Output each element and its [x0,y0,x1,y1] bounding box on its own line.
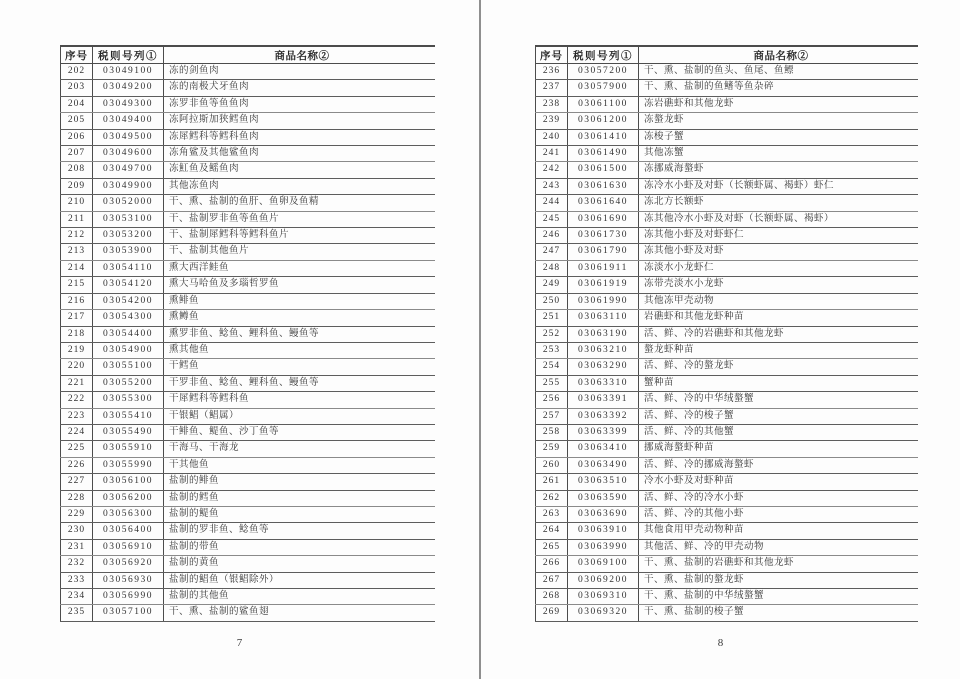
tariff-code-cell: 03056400 [93,523,164,539]
row-index-cell: 226 [61,457,93,473]
product-name-cell: 活、鲜、冷的挪威海螯虾 [639,457,919,473]
tariff-code-cell: 03055300 [93,392,164,408]
product-name-cell: 活、鲜、冷的其他小虾 [639,506,919,522]
row-index-cell: 215 [61,277,93,293]
product-name-cell: 盐制的鳕鱼 [164,490,436,506]
tariff-code-cell: 03057200 [568,64,639,80]
table-row [536,392,919,408]
table-row [61,113,436,129]
product-name-cell: 干鳕鱼 [164,359,436,375]
tariff-code-cell: 03049900 [93,178,164,194]
tariff-code-cell: 03061990 [568,293,639,309]
product-name-cell: 活、鲜、冷的螯龙虾 [639,359,919,375]
tariff-code-cell: 03049300 [93,96,164,112]
product-name-cell: 干、盐制其他鱼片 [164,244,436,260]
table-row [536,539,919,555]
table-row [536,260,919,276]
row-index-cell: 216 [61,293,93,309]
product-name-cell: 干银鲳（鲳属） [164,408,436,424]
row-index-cell: 217 [61,310,93,326]
row-index-cell: 266 [536,556,568,572]
tariff-code-cell: 03063590 [568,490,639,506]
col-header-index: 序号 [536,46,568,64]
table-row [61,178,436,194]
row-index-cell: 210 [61,195,93,211]
product-name-cell: 活、鲜、冷的中华绒螯蟹 [639,392,919,408]
product-name-cell: 熏鳟鱼 [164,310,436,326]
table-row [61,506,436,522]
tariff-code-cell: 03056930 [93,572,164,588]
product-name-cell: 其他冻蟹 [639,146,919,162]
table-row [61,64,436,80]
header-row [61,46,436,64]
tariff-code-cell: 03054300 [93,310,164,326]
tariff-code-cell: 03053100 [93,211,164,227]
row-index-cell: 242 [536,162,568,178]
row-index-cell: 247 [536,244,568,260]
table-row [536,490,919,506]
product-name-cell: 冻岩礁虾和其他龙虾 [639,96,919,112]
table-row [536,605,919,621]
row-index-cell: 230 [61,523,93,539]
product-name-cell: 冻其他小虾及对虾虾仁 [639,228,919,244]
tariff-code-cell: 03054400 [93,326,164,342]
tariff-code-cell: 03063490 [568,457,639,473]
product-name-cell: 盐制的黄鱼 [164,556,436,572]
tariff-code-cell: 03049500 [93,129,164,145]
tariff-code-cell: 03061640 [568,195,639,211]
tariff-code-cell: 03063990 [568,539,639,555]
tariff-code-cell: 03056300 [93,506,164,522]
product-name-cell: 冻的剑鱼肉 [164,64,436,80]
product-name-cell: 活、鲜、冷的梭子蟹 [639,408,919,424]
tariff-code-cell: 03063210 [568,342,639,358]
table-row [61,277,436,293]
product-name-cell: 干、熏、盐制的鲨鱼翅 [164,605,436,621]
product-name-cell: 冻冷水小虾及对虾（长额虾属、褐虾）虾仁 [639,178,919,194]
table-row [61,605,436,621]
row-index-cell: 264 [536,523,568,539]
product-name-cell: 冻带壳淡水小龙虾 [639,277,919,293]
col-header-index: 序号 [61,46,93,64]
tariff-table-page-8 [535,45,918,622]
table-row [536,375,919,391]
row-index-cell: 207 [61,146,93,162]
tariff-code-cell: 03061490 [568,146,639,162]
row-index-cell: 221 [61,375,93,391]
product-name-cell: 熏罗非鱼、鲶鱼、鲤科鱼、鳗鱼等 [164,326,436,342]
tariff-code-cell: 03052000 [93,195,164,211]
tariff-code-cell: 03063290 [568,359,639,375]
table-row [61,474,436,490]
product-name-cell: 冷水小虾及对虾种苗 [639,474,919,490]
row-index-cell: 220 [61,359,93,375]
tariff-code-cell: 03055910 [93,441,164,457]
tariff-code-cell: 03049100 [93,64,164,80]
table-row [536,342,919,358]
table-body [536,64,919,622]
tariff-code-cell: 03055200 [93,375,164,391]
table-row [61,490,436,506]
tariff-code-cell: 03061200 [568,113,639,129]
table-row [61,80,436,96]
col-header-product-name: 商品名称② [639,46,919,64]
tariff-code-cell: 03061919 [568,277,639,293]
product-name-cell: 干鲱鱼、鳀鱼、沙丁鱼等 [164,424,436,440]
table-row [61,408,436,424]
table-row [536,408,919,424]
row-index-cell: 225 [61,441,93,457]
row-index-cell: 253 [536,342,568,358]
row-index-cell: 252 [536,326,568,342]
product-name-cell: 冻北方长额虾 [639,195,919,211]
tariff-code-cell: 03056920 [93,556,164,572]
tariff-code-cell: 03063510 [568,474,639,490]
product-name-cell: 干、熏、盐制的中华绒螯蟹 [639,589,919,605]
table-row [536,195,919,211]
table-row [61,342,436,358]
table-row [61,392,436,408]
tariff-code-cell: 03069320 [568,605,639,621]
table-row [61,146,436,162]
product-name-cell: 冻罗非鱼等鱼鱼肉 [164,96,436,112]
row-index-cell: 262 [536,490,568,506]
product-name-cell: 干海马、干海龙 [164,441,436,457]
product-name-cell: 干、熏、盐制的鱼头、鱼尾、鱼鳔 [639,64,919,80]
product-name-cell: 熏其他鱼 [164,342,436,358]
table-row [536,424,919,440]
table-row [536,589,919,605]
product-name-cell: 盐制的其他鱼 [164,589,436,605]
row-index-cell: 239 [536,113,568,129]
tariff-code-cell: 03056990 [93,589,164,605]
row-index-cell: 254 [536,359,568,375]
row-index-cell: 214 [61,260,93,276]
table-row [61,260,436,276]
table-row [61,539,436,555]
row-index-cell: 241 [536,146,568,162]
table-row [61,228,436,244]
tariff-code-cell: 03049200 [93,80,164,96]
tariff-code-cell: 03053900 [93,244,164,260]
table-row [536,178,919,194]
row-index-cell: 236 [536,64,568,80]
table-row [536,359,919,375]
row-index-cell: 248 [536,260,568,276]
table-row [61,244,436,260]
row-index-cell: 218 [61,326,93,342]
row-index-cell: 261 [536,474,568,490]
tariff-code-cell: 03053200 [93,228,164,244]
table-row [61,96,436,112]
row-index-cell: 234 [61,589,93,605]
table-row [536,244,919,260]
product-name-cell: 其他活、鲜、冷的甲壳动物 [639,539,919,555]
product-name-cell: 冻阿拉斯加狭鳕鱼肉 [164,113,436,129]
row-index-cell: 229 [61,506,93,522]
row-index-cell: 255 [536,375,568,391]
row-index-cell: 206 [61,129,93,145]
col-header-product-name: 商品名称② [164,46,436,64]
table-row [536,228,919,244]
row-index-cell: 237 [536,80,568,96]
table-row [61,441,436,457]
tariff-code-cell: 03054900 [93,342,164,358]
table-row [536,277,919,293]
row-index-cell: 203 [61,80,93,96]
row-index-cell: 268 [536,589,568,605]
table-row [536,129,919,145]
page-number: 7 [236,637,243,649]
table-row [536,556,919,572]
row-index-cell: 209 [61,178,93,194]
table-header [61,46,436,64]
product-name-cell: 熏大西洋鲑鱼 [164,260,436,276]
product-name-cell: 干犀鳕科等鳕科鱼 [164,392,436,408]
product-name-cell: 冻的南极犬牙鱼肉 [164,80,436,96]
table-row [536,211,919,227]
product-name-cell: 干、熏、盐制的梭子蟹 [639,605,919,621]
product-name-cell: 盐制的鲳鱼（银鲳除外） [164,572,436,588]
product-name-cell: 盐制的鲱鱼 [164,474,436,490]
table-row [61,457,436,473]
product-name-cell: 盐制的罗非鱼、鲶鱼等 [164,523,436,539]
product-name-cell: 干罗非鱼、鲶鱼、鲤科鱼、鳗鱼等 [164,375,436,391]
product-name-cell: 岩礁虾和其他龙虾种苗 [639,310,919,326]
table-row [61,556,436,572]
table-row [61,211,436,227]
table-row [536,523,919,539]
table-row [61,589,436,605]
tariff-code-cell: 03063310 [568,375,639,391]
tariff-code-cell: 03057100 [93,605,164,621]
table-row [536,457,919,473]
row-index-cell: 257 [536,408,568,424]
row-index-cell: 260 [536,457,568,473]
tariff-code-cell: 03063410 [568,441,639,457]
table-row [61,326,436,342]
row-index-cell: 224 [61,424,93,440]
product-name-cell: 其他冻鱼肉 [164,178,436,194]
tariff-code-cell: 03069200 [568,572,639,588]
tariff-code-cell: 03069310 [568,589,639,605]
product-name-cell: 螯龙虾种苗 [639,342,919,358]
product-name-cell: 挪威海螯虾种苗 [639,441,919,457]
tariff-code-cell: 03055100 [93,359,164,375]
row-index-cell: 238 [536,96,568,112]
tariff-code-cell: 03054200 [93,293,164,309]
product-name-cell: 其他食用甲壳动物种苗 [639,523,919,539]
tariff-code-cell: 03056910 [93,539,164,555]
product-name-cell: 其他冻甲壳动物 [639,293,919,309]
table-row [536,310,919,326]
table-row [61,523,436,539]
table-row [536,80,919,96]
product-name-cell: 干、熏、盐制的鱼肝、鱼卵及鱼精 [164,195,436,211]
product-name-cell: 盐制的鳀鱼 [164,506,436,522]
tariff-code-cell: 03049600 [93,146,164,162]
table-row [61,359,436,375]
row-index-cell: 204 [61,96,93,112]
row-index-cell: 231 [61,539,93,555]
table-row [61,293,436,309]
tariff-code-cell: 03061630 [568,178,639,194]
row-index-cell: 232 [61,556,93,572]
tariff-code-cell: 03063399 [568,424,639,440]
tariff-code-cell: 03063190 [568,326,639,342]
product-name-cell: 冻其他小虾及对虾 [639,244,919,260]
row-index-cell: 235 [61,605,93,621]
row-index-cell: 267 [536,572,568,588]
tariff-code-cell: 03061690 [568,211,639,227]
product-name-cell: 冻淡水小龙虾仁 [639,260,919,276]
product-name-cell: 盐制的带鱼 [164,539,436,555]
page-7 [0,0,479,679]
tariff-code-cell: 03063910 [568,523,639,539]
row-index-cell: 223 [61,408,93,424]
tariff-code-cell: 03061500 [568,162,639,178]
table-row [536,572,919,588]
table-row [61,424,436,440]
row-index-cell: 245 [536,211,568,227]
table-body [61,64,436,622]
row-index-cell: 222 [61,392,93,408]
row-index-cell: 202 [61,64,93,80]
product-name-cell: 干、熏、盐制的岩礁虾和其他龙虾 [639,556,919,572]
tariff-code-cell: 03061911 [568,260,639,276]
product-name-cell: 熏鲱鱼 [164,293,436,309]
table-row [536,162,919,178]
product-name-cell: 冻螯龙虾 [639,113,919,129]
tariff-code-cell: 03056200 [93,490,164,506]
table-row [61,195,436,211]
product-name-cell: 冻梭子蟹 [639,129,919,145]
table-row [536,146,919,162]
row-index-cell: 259 [536,441,568,457]
col-header-tariff-code: 税则号列① [93,46,164,64]
product-name-cell: 活、鲜、冷的岩礁虾和其他龙虾 [639,326,919,342]
table-row [536,113,919,129]
tariff-code-cell: 03063391 [568,392,639,408]
row-index-cell: 240 [536,129,568,145]
tariff-code-cell: 03061790 [568,244,639,260]
table-row [536,293,919,309]
product-name-cell: 干、熏、盐制的鱼鳍等鱼杂碎 [639,80,919,96]
product-name-cell: 干其他鱼 [164,457,436,473]
tariff-code-cell: 03054110 [93,260,164,276]
table-row [536,506,919,522]
table-row [61,310,436,326]
product-name-cell: 活、鲜、冷的其他蟹 [639,424,919,440]
table-row [61,129,436,145]
tariff-code-cell: 03054120 [93,277,164,293]
tariff-code-cell: 03061730 [568,228,639,244]
row-index-cell: 269 [536,605,568,621]
row-index-cell: 244 [536,195,568,211]
tariff-code-cell: 03049400 [93,113,164,129]
tariff-code-cell: 03055410 [93,408,164,424]
table-row [536,474,919,490]
row-index-cell: 219 [61,342,93,358]
product-name-cell: 熏大马哈鱼及多瑙哲罗鱼 [164,277,436,293]
row-index-cell: 228 [61,490,93,506]
row-index-cell: 213 [61,244,93,260]
table-row [61,162,436,178]
row-index-cell: 246 [536,228,568,244]
row-index-cell: 208 [61,162,93,178]
row-index-cell: 243 [536,178,568,194]
row-index-cell: 211 [61,211,93,227]
tariff-code-cell: 03055490 [93,424,164,440]
tariff-table-page-7 [60,45,435,622]
product-name-cell: 冻角鲨及其他鲨鱼肉 [164,146,436,162]
tariff-code-cell: 03063110 [568,310,639,326]
product-name-cell: 干、熏、盐制的螯龙虾 [639,572,919,588]
table-row [536,326,919,342]
row-index-cell: 212 [61,228,93,244]
page-number: 8 [717,637,724,649]
tariff-code-cell: 03056100 [93,474,164,490]
table-row [61,375,436,391]
product-name-cell: 冻魟鱼及鳐鱼肉 [164,162,436,178]
tariff-code-cell: 03057900 [568,80,639,96]
page-8 [481,0,960,679]
col-header-tariff-code: 税则号列① [568,46,639,64]
row-index-cell: 251 [536,310,568,326]
tariff-code-cell: 03061100 [568,96,639,112]
row-index-cell: 249 [536,277,568,293]
row-index-cell: 263 [536,506,568,522]
row-index-cell: 205 [61,113,93,129]
table-row [536,96,919,112]
product-name-cell: 干、盐制犀鳕科等鳕科鱼片 [164,228,436,244]
tariff-code-cell: 03063690 [568,506,639,522]
tariff-code-cell: 03049700 [93,162,164,178]
product-name-cell: 冻其他冷水小虾及对虾（长额虾属、褐虾） [639,211,919,227]
row-index-cell: 227 [61,474,93,490]
product-name-cell: 冻挪威海螯虾 [639,162,919,178]
tariff-code-cell: 03063392 [568,408,639,424]
product-name-cell: 活、鲜、冷的冷水小虾 [639,490,919,506]
product-name-cell: 蟹种苗 [639,375,919,391]
table-row [536,64,919,80]
row-index-cell: 233 [61,572,93,588]
header-row [536,46,919,64]
product-name-cell: 冻犀鳕科等鳕科鱼肉 [164,129,436,145]
tariff-code-cell: 03055990 [93,457,164,473]
tariff-code-cell: 03061410 [568,129,639,145]
row-index-cell: 256 [536,392,568,408]
table-row [536,441,919,457]
row-index-cell: 250 [536,293,568,309]
row-index-cell: 258 [536,424,568,440]
product-name-cell: 干、盐制罗非鱼等鱼鱼片 [164,211,436,227]
tariff-code-cell: 03069100 [568,556,639,572]
table-header [536,46,919,64]
row-index-cell: 265 [536,539,568,555]
table-row [61,572,436,588]
